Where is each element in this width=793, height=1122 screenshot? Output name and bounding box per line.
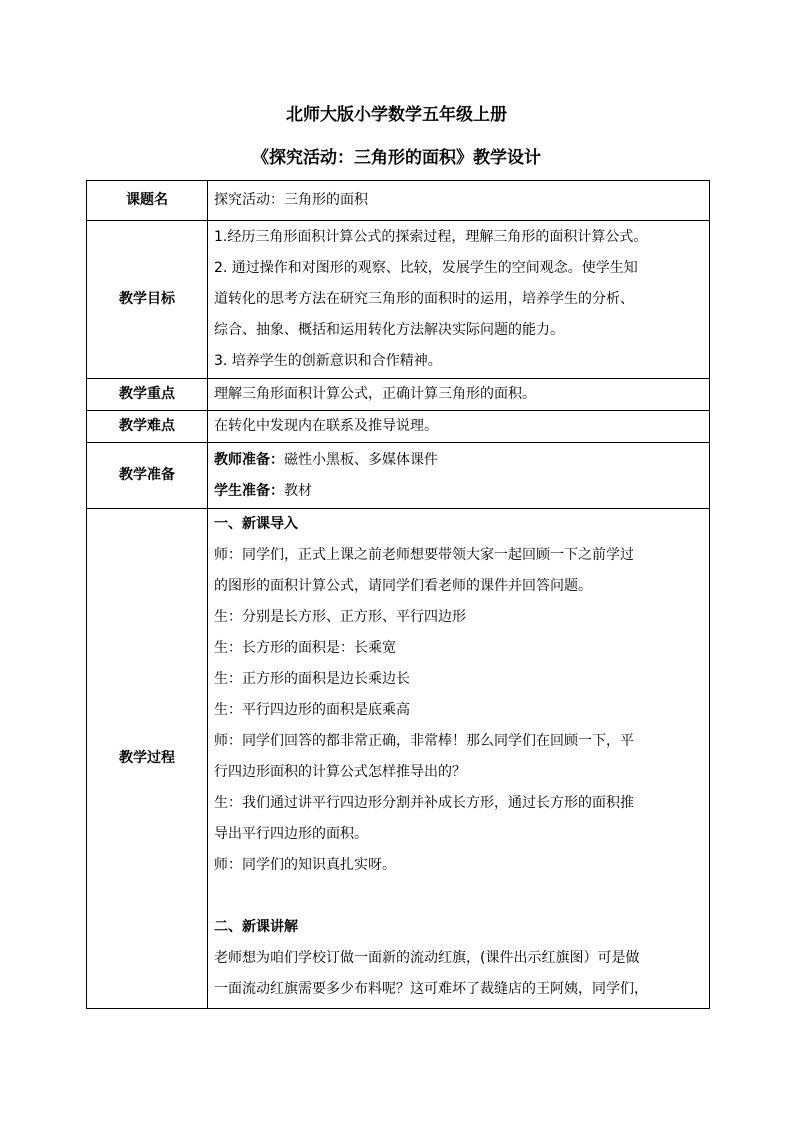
process-label: 教学过程 (87, 509, 208, 1009)
section-heading-intro: 一、新课导入 (214, 516, 298, 532)
document-title: 北师大版小学数学五年级上册 (286, 105, 507, 125)
row-preparation (87, 443, 710, 509)
key-points-value: 理解三角形面积计算公式，正确计算三角形的面积。 (214, 386, 536, 402)
topic-value: 探究活动：三角形的面积 (214, 192, 368, 208)
teacher-preparation-value: 磁性小黑板、多媒体课件 (284, 451, 438, 468)
section-heading-new-lesson: 二、新课讲解 (214, 919, 298, 935)
student-preparation-value: 教材 (284, 482, 312, 499)
teacher-preparation-label: 教师准备： (214, 451, 284, 468)
blank-line (214, 881, 703, 912)
teacher-preparation (214, 445, 703, 476)
difficulties-label: 教学难点 (87, 411, 208, 443)
goal-2-line-c: 综合、抽象、概括和运用转化方法解决实际问题的能力。 (214, 322, 564, 338)
goal-2-line-b: 道转化的思考方法在研究三角形的面积时的运用，培养学生的分析、 (214, 291, 634, 307)
process-line: 生：我们通过讲平行四边形分割并补成长方形，通过长方形的面积推 (214, 795, 634, 811)
process-line: 老师想为咱们学校订做一面新的流动红旗，(课件出示红旗图）可是做 (214, 950, 640, 966)
row-difficulties (87, 411, 710, 443)
row-topic (87, 181, 710, 221)
process-line: 生：正方形的面积是边长乘边长 (214, 671, 410, 687)
key-points-label: 教学重点 (87, 379, 208, 411)
topic-label: 课题名 (87, 181, 208, 221)
process-line: 行四边形面积的计算公式怎样推导出的？ (214, 764, 466, 780)
student-preparation (214, 476, 703, 507)
lesson-plan-table (86, 180, 710, 1009)
process-cell (208, 509, 710, 1009)
row-process (87, 509, 710, 1009)
process-line: 生：平行四边形的面积是底乘高 (214, 702, 410, 718)
goal-3: 3. 培养学生的创新意识和合作精神。 (214, 353, 442, 369)
process-line: 师：同学们的知识真扎实呀。 (214, 857, 396, 873)
row-key-points (87, 379, 710, 411)
goal-1: 1.经历三角形面积计算公式的探索过程，理解三角形的面积计算公式。 (214, 229, 648, 245)
difficulties-cell (208, 411, 710, 443)
difficulties-value: 在转化中发现内在联系及推导说理。 (214, 418, 438, 434)
process-line: 一面流动红旗需要多少布料呢？这可难坏了裁缝店的王阿姨，同学们， (214, 981, 648, 997)
process-line: 生：分别是长方形、正方形、平行四边形 (214, 609, 466, 625)
preparation-label: 教学准备 (87, 443, 208, 509)
row-goals (87, 221, 710, 379)
goals-label: 教学目标 (87, 221, 208, 379)
document-subtitle: 《探究活动：三角形的面积》教学设计 (252, 148, 541, 168)
key-points-cell (208, 379, 710, 411)
goal-2-line-a: 2. 通过操作和对图形的观察、比较，发展学生的空间观念。使学生知 (214, 260, 638, 276)
process-line: 的图形的面积计算公式，请同学们看老师的课件并回答问题。 (214, 578, 592, 594)
preparation-cell (208, 443, 710, 509)
process-line: 生：长方形的面积是：长乘宽 (214, 640, 396, 656)
topic-value-cell (208, 181, 710, 221)
process-line: 师：同学们回答的都非常正确，非常棒！那么同学们在回顾一下，平 (214, 733, 634, 749)
process-line: 导出平行四边形的面积。 (214, 826, 368, 842)
process-line: 师：同学们，正式上课之前老师想要带领大家一起回顾一下之前学过 (214, 547, 634, 563)
student-preparation-label: 学生准备： (214, 482, 284, 499)
goals-cell (208, 221, 710, 379)
